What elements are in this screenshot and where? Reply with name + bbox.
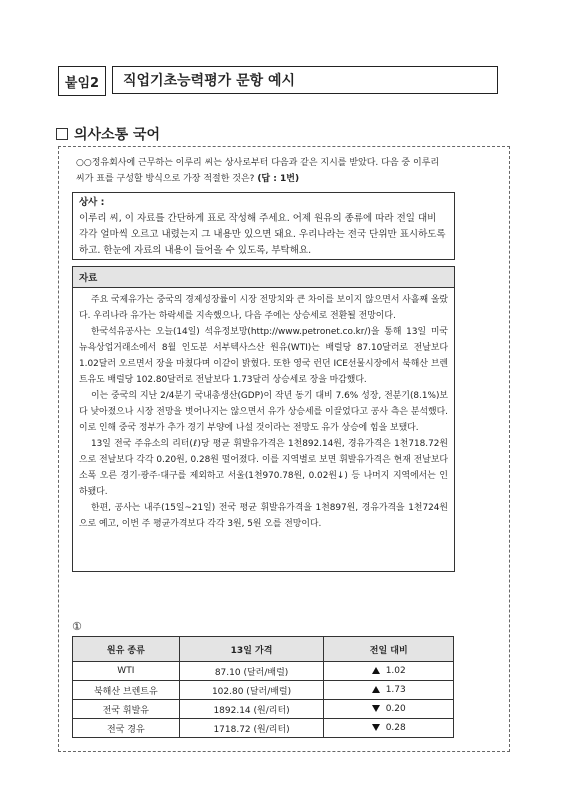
- oil-type-cell: 전국 경유: [73, 719, 180, 738]
- change-cell: [324, 662, 454, 681]
- section-label: 의사소통 국어: [74, 127, 161, 143]
- price-cell: 87.10 (달러/배럴): [179, 662, 324, 681]
- triangle-down-icon: [372, 724, 380, 731]
- change-value: 0.28: [385, 723, 406, 733]
- option-number: ①: [72, 620, 82, 633]
- price-cell: 1892.14 (원/리터): [179, 700, 324, 719]
- table-row: [73, 681, 454, 700]
- boss-instruction-box: [72, 192, 455, 260]
- oil-type-cell: 전국 휘발유: [73, 700, 180, 719]
- material-box: [72, 266, 455, 572]
- price-cell: 1718.72 (원/리터): [179, 719, 324, 738]
- question-line-2-text: 씨가 표를 구성할 방식으로 가장 적절한 것은?: [76, 174, 255, 184]
- change-cell: [324, 681, 454, 700]
- material-paragraph: 13일 전국 주유소의 리터(ℓ)당 평균 휘발유가격은 1천892.14원, 경유가격은 1천718.72원으로 전날보다 각각 0.20원, 0.28원 떨어졌다. 이를 지역별로 보면 휘발유가격은 현재 전날보다 소폭 오른 경기·광주·대구를 제외하고 서울(1천970.78원, 0.02원↓) 등 나머지 지역에서는 인하됐다.: [79, 439, 448, 497]
- triangle-up-icon: [372, 667, 380, 674]
- triangle-up-icon: [372, 686, 380, 693]
- column-header: 전일 대비: [324, 637, 454, 662]
- change-value: 1.73: [385, 685, 406, 695]
- question-line-1: ○○정유회사에 근무하는 이루리 씨는 상사로부터 다음과 같은 지시를 받았다. 다음 중 이루리: [76, 158, 440, 168]
- appendix-title: 직업기초능력평가 문항 예시: [112, 66, 498, 94]
- question-line-2: [76, 171, 500, 187]
- change-value: 0.20: [385, 704, 406, 714]
- square-bullet-icon: [56, 128, 68, 140]
- change-value: 1.02: [385, 666, 406, 676]
- material-paragraph: 한국석유공사는 오늘(14일) 석유정보망(http://www.petronet.co.kr/)을 통해 13일 미국 뉴욕상업거래소에서 8월 인도분 서부텍사스산 원유(WTI)는 배럴당 87.10달러로 전날보다 1.02달러 오르면서 장을 마쳤다며 이같이 밝혔다. 또한 영국 런던 ICE선물시장에서 북해산 브렌트유도 배럴당 102.80달러로 전날보다 1.73달러 상승세로 장을 마감했다.: [79, 327, 448, 385]
- table-header-row: [73, 637, 454, 662]
- section-heading: [56, 124, 160, 144]
- column-header: 13일 가격: [179, 637, 324, 662]
- material-body: [73, 288, 454, 536]
- change-cell: [324, 719, 454, 738]
- answer-note: (답 : 1번): [257, 174, 300, 184]
- material-heading: 자료: [73, 267, 454, 288]
- change-cell: [324, 700, 454, 719]
- triangle-down-icon: [372, 705, 380, 712]
- material-paragraph: 주요 국제유가는 중국의 경제성장률이 시장 전망치와 큰 차이를 보이지 않으면서 사흘째 올랐다. 우리나라 유가는 하락세를 지속했으나, 다음 주에는 상승세로 전환될 전망이다.: [79, 295, 448, 321]
- table-row: [73, 662, 454, 681]
- material-paragraph: 한편, 공사는 내주(15일~21일) 전국 평균 휘발유가격을 1천897원, 경유가격을 1천724원으로 예고, 이번 주 평균가격보다 각각 3원, 5원 오를 전망이다.: [79, 503, 448, 529]
- table-row: [73, 719, 454, 738]
- material-paragraph: 이는 중국의 지난 2/4분기 국내총생산(GDP)이 작년 동기 대비 7.6% 성장, 전분기(8.1%)보다 낮아졌으나 시장 전망을 벗어나지는 않으면서 유가 상승세를 이끌었다고 공사 측은 분석했다. 이로 인해 중국 정부가 추가 경기 부양에 나설 것이라는 전망도 유가 상승에 힘을 보탰다.: [79, 391, 448, 433]
- appendix-header: [58, 66, 498, 98]
- question-text: [76, 155, 500, 187]
- boss-text: 이루리 씨, 이 자료를 간단하게 표로 작성해 주세요. 어제 원유의 종류에 따라 전일 대비 각각 얼마씩 오르고 내렸는지 그 내용만 있으면 돼요. 우리나라는 전국 단위만 표시하도록 하고. 한눈에 자료의 내용이 들어올 수 있도록, 부탁해요.: [79, 213, 446, 256]
- oil-type-cell: WTI: [73, 662, 180, 681]
- column-header: 원유 종류: [73, 637, 180, 662]
- oil-type-cell: 북해산 브렌트유: [73, 681, 180, 700]
- table-row: [73, 700, 454, 719]
- boss-heading: 상사 :: [79, 197, 105, 208]
- answer-table: [72, 636, 454, 738]
- price-cell: 102.80 (달러/배럴): [179, 681, 324, 700]
- appendix-tag: 붙임2: [58, 66, 106, 96]
